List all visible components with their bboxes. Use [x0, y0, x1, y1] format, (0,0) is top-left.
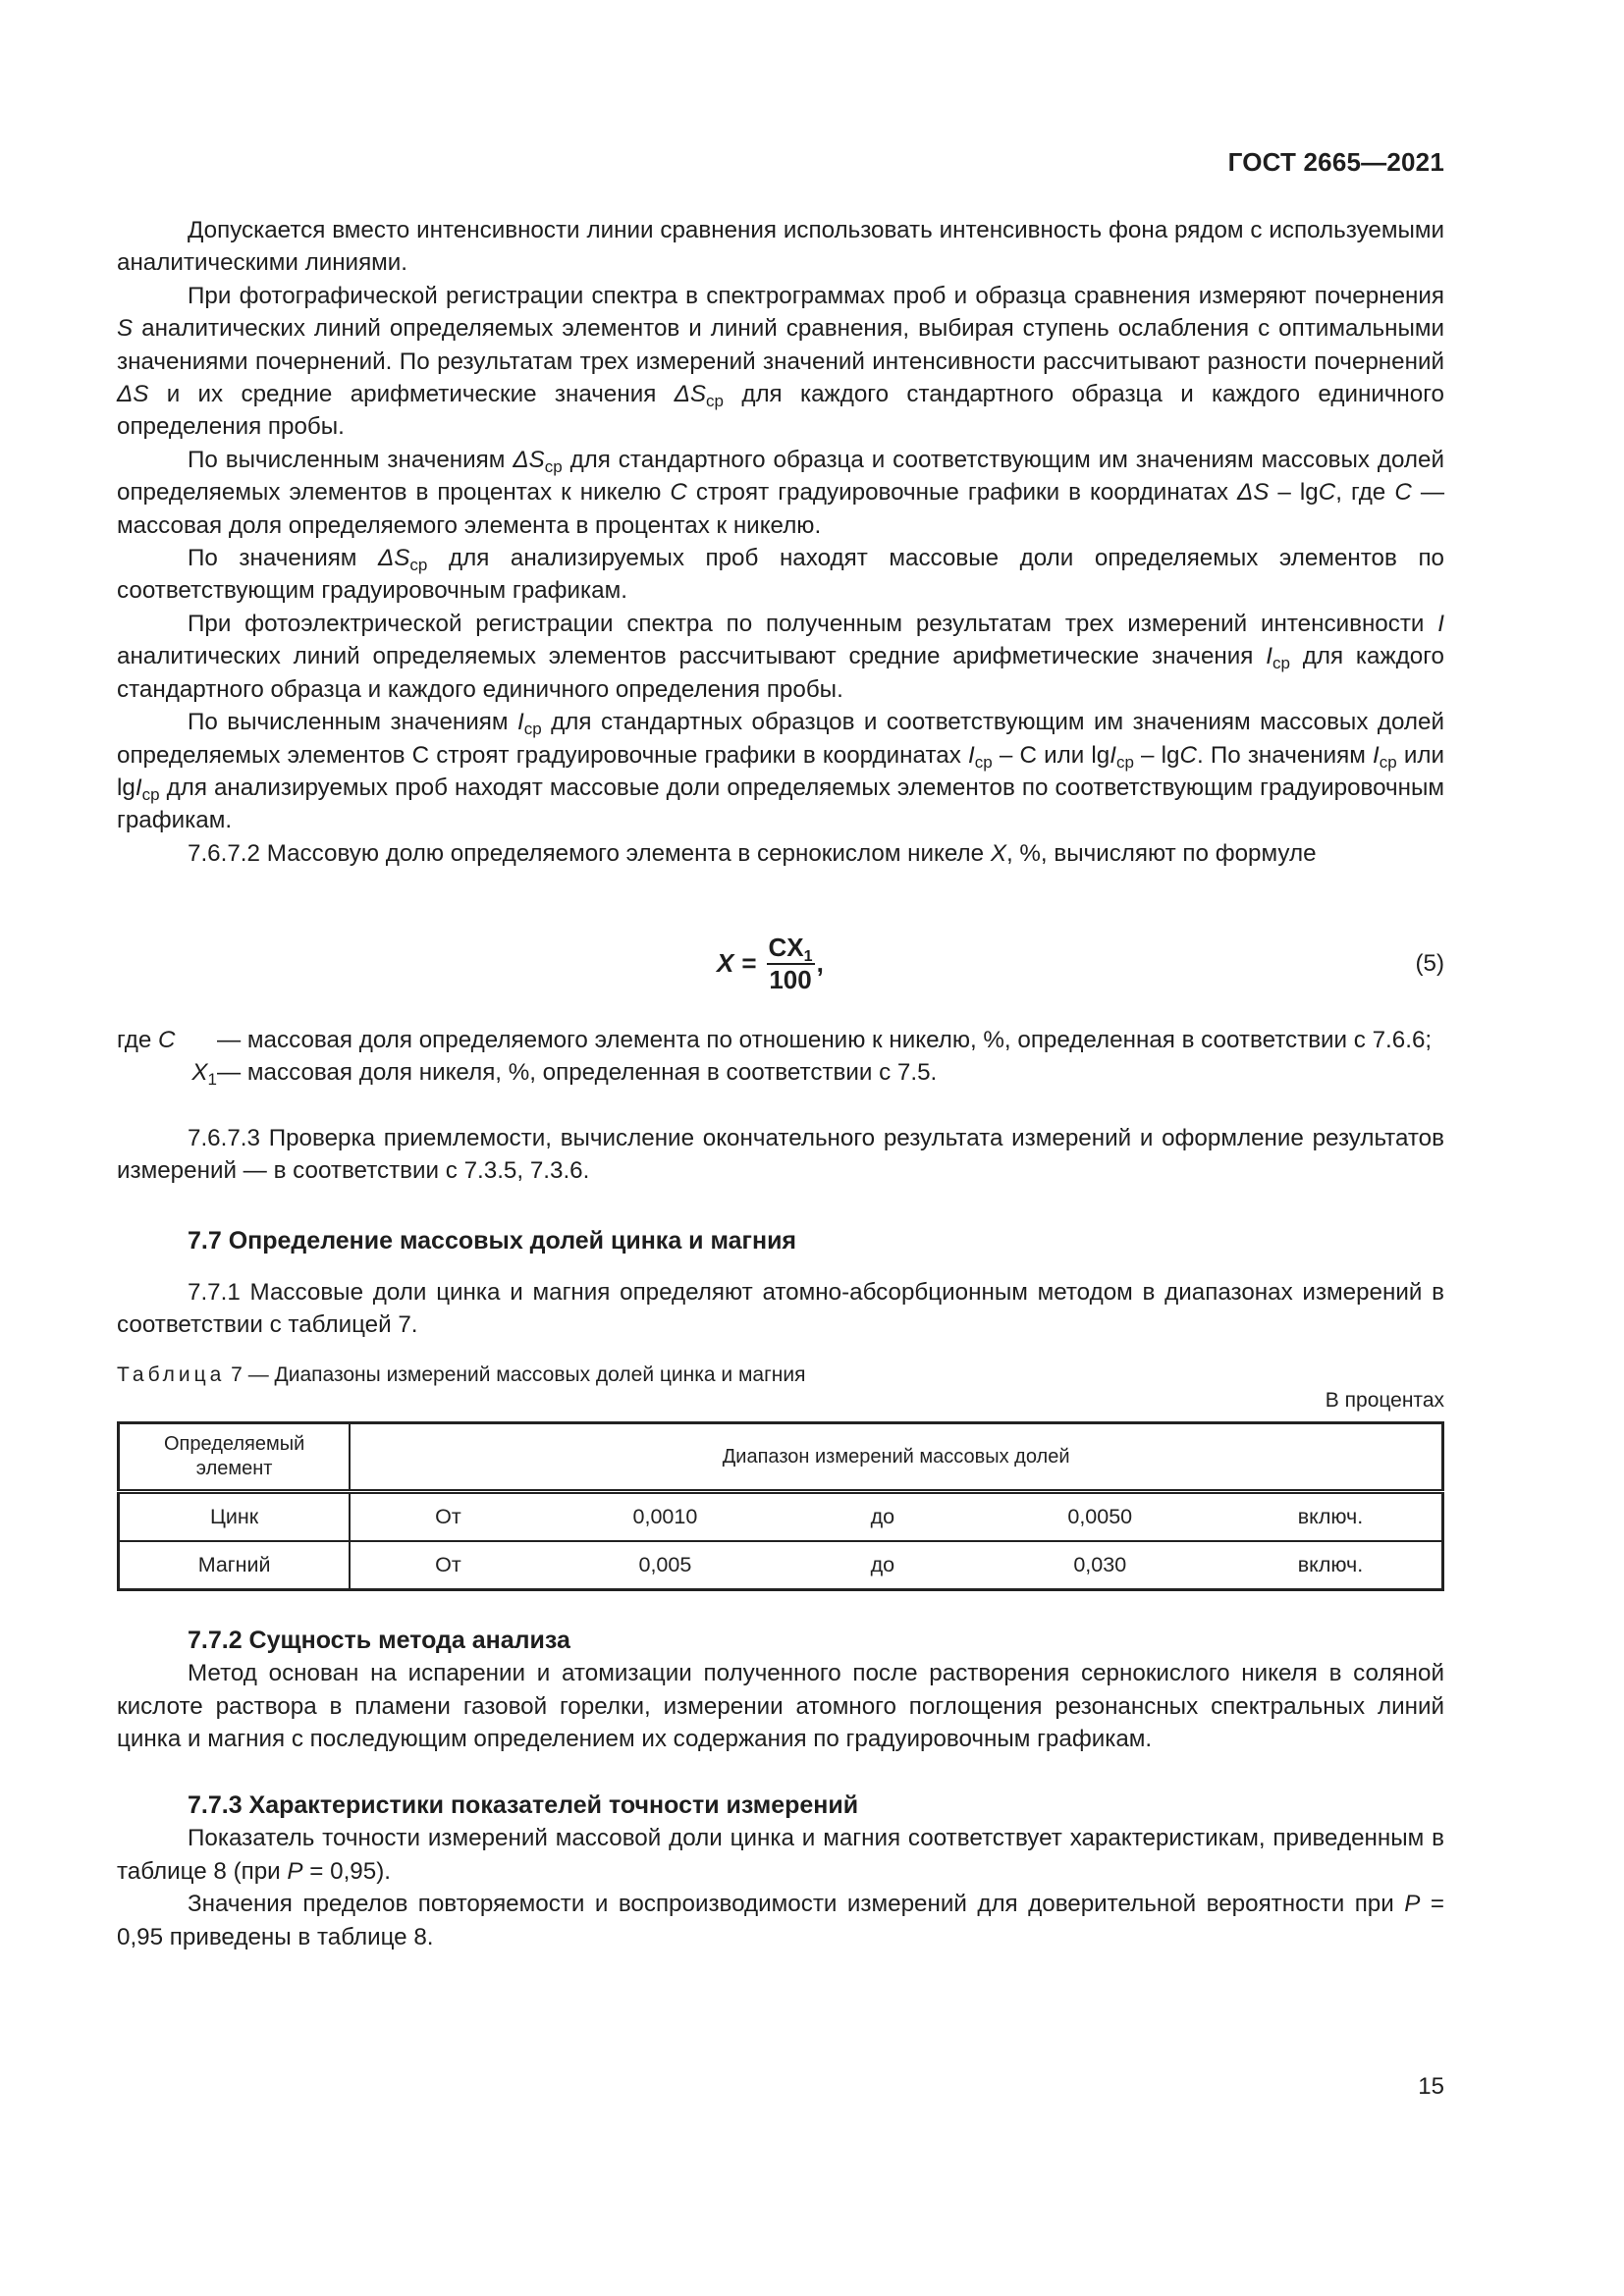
section-7-7-text [117, 1276, 1444, 1342]
formula-numerator: $CX_1$ [768, 933, 813, 965]
document-id-header: ГОСТ 2665—2021 [1227, 147, 1444, 177]
table-7-units: В процентах [1325, 1389, 1444, 1412]
cell-to-label: до [785, 1492, 980, 1542]
paragraph-photoelectric-registration: При фотоэлектрической регистрации спектра по полученным результатам трех измерений интенсивности I аналитических линий определяемых элементов рассчитывают средние арифметические значения $I_{ср}$ для каждого стандартного образца и каждого единичного определения пробы. [117, 610, 1444, 703]
paragraph-7-6-7-2: 7.6.7.2 Массовую долю определяемого элемента в сернокислом никеле X, %, вычисляют по формуле [188, 839, 1317, 867]
paragraph-7-6-7-3: 7.6.7.3 Проверка приемлемости, вычисление окончательного результата измерений и оформление результатов измерений — в соответствии с 7.3.5, 7.3.6. [117, 1125, 1444, 1185]
cell-inclusive: включ. [1219, 1541, 1443, 1590]
cell-to-label: до [785, 1541, 980, 1590]
paragraph-7-7-1: 7.7.1 Массовые доли цинка и магния определяют атомно-абсорбционным методом в диапазонах измерений в соответствии с таблицей 7. [117, 1279, 1444, 1339]
paragraph-accuracy: Показатель точности измерений массовой доли цинка и магния соответствует характеристикам, приведенным в таблице 8 (при P = 0,95). [117, 1825, 1444, 1885]
formula-fraction [767, 933, 815, 994]
section-7-7 [117, 1225, 1444, 1257]
header-range: Диапазон измерений массовых долей [350, 1423, 1442, 1492]
table-row [119, 1492, 1443, 1542]
cell-element: Магний [119, 1541, 351, 1590]
section-heading-7-7-2: 7.7.2 Сущность метода анализа [188, 1627, 570, 1654]
section-heading-7-7: 7.7 Определение массовых долей цинка и магния [188, 1227, 797, 1255]
paragraph-calibration-dS: По вычисленным значениям $\Delta S_{ср}$ для стандартного образца и соответствующим им значениям массовых долей определяемых элементов в процентах к никелю C строят градуировочные графики в координатах ΔS – lgC, где C — массовая доля определяемого элемента в процентах к никелю. [117, 446, 1445, 539]
cell-element: Цинк [119, 1492, 351, 1542]
formula-expression: X = $\frac{CX_1}{100}$ , [717, 933, 824, 994]
table-row [119, 1541, 1443, 1590]
cell-from-label: От [350, 1541, 545, 1590]
section-heading-7-7-3: 7.7.3 Характеристики показателей точности измерений [188, 1791, 859, 1819]
formula-denominator: 100 [769, 965, 812, 994]
paragraph-photographic-registration: При фотографической регистрации спектра в спектрограммах проб и образца сравнения измеряют почернения S аналитических линий определяемых элементов и линий сравнения, выбирая ступень ослабления с оптимальными значениями почернений. По результатам трех измерений значений интенсивности рассчитывают разности почернений ΔS и их средние арифметические значения $\Delta S_{ср}$ для каждого стандартного образца и каждого единичного определения пробы. [117, 282, 1444, 441]
cell-from-value: 0,005 [546, 1541, 785, 1590]
cell-to-value: 0,030 [981, 1541, 1219, 1590]
table-header-row [119, 1423, 1443, 1492]
cell-inclusive: включ. [1219, 1492, 1443, 1542]
body-text-block-2 [117, 1122, 1444, 1188]
formula-variables [117, 1024, 1444, 1090]
cell-to-value: 0,0050 [981, 1492, 1219, 1542]
paragraph-repeatability: Значения пределов повторяемости и воспроизводимости измерений для доверительной вероятности при P = 0,95 приведены в таблице 8. [117, 1891, 1444, 1950]
variable-X1-definition: $X_1$ — массовая доля никеля, %, определенная в соответствии с 7.5. [191, 1059, 938, 1090]
cell-from-value: 0,0010 [546, 1492, 785, 1542]
paragraph-background-intensity: Допускается вместо интенсивности линии сравнения использовать интенсивность фона рядом с используемыми аналитическими линиями. [117, 217, 1444, 277]
paragraph-method-essence: Метод основан на испарении и атомизации полученного после растворения сернокислого никеля в соляной кислоте раствора в пламени газовой горелки, измерении атомного поглощения резонансных спектральных линий цинка и магния с последующим определением их содержания по градуировочным графикам. [117, 1660, 1444, 1753]
section-7-7-2 [117, 1625, 1444, 1756]
body-text-block-1 [117, 214, 1444, 870]
table-7-caption: Таблица 7 — Диапазоны измерений массовых долей цинка и магния [117, 1363, 806, 1386]
formula-5 [117, 933, 1444, 1001]
formula-number: (5) [1415, 950, 1444, 977]
section-7-7-3 [117, 1789, 1444, 1953]
cell-from-label: От [350, 1492, 545, 1542]
header-element: Определяемый элемент [119, 1423, 351, 1492]
page-number: 15 [1418, 2073, 1444, 2100]
variable-C-definition: где C — массовая доля определяемого элемента по отношению к никелю, %, определенная в соответствии с 7.6.6; [117, 1027, 1433, 1053]
paragraph-dS-values: По значениям $\Delta S_{ср}$ для анализируемых проб находят массовые доли определяемых элементов по соответствующим градуировочным графикам. [117, 545, 1444, 605]
table-7 [117, 1421, 1444, 1591]
paragraph-calibration-I: По вычисленным значениям $I_{ср}$ для стандартных образцов и соответствующим им значениям массовых долей определяемых элементов С строят градуировочные графики в координатах $I_{ср}$ – С или lgI$_{ср}$ – lgC. По значениям $I_{ср}$ или lgI$_{ср}$ для анализируемых проб находят массовые доли определяемых элементов по соответствующим градуировочным графикам. [117, 709, 1445, 834]
